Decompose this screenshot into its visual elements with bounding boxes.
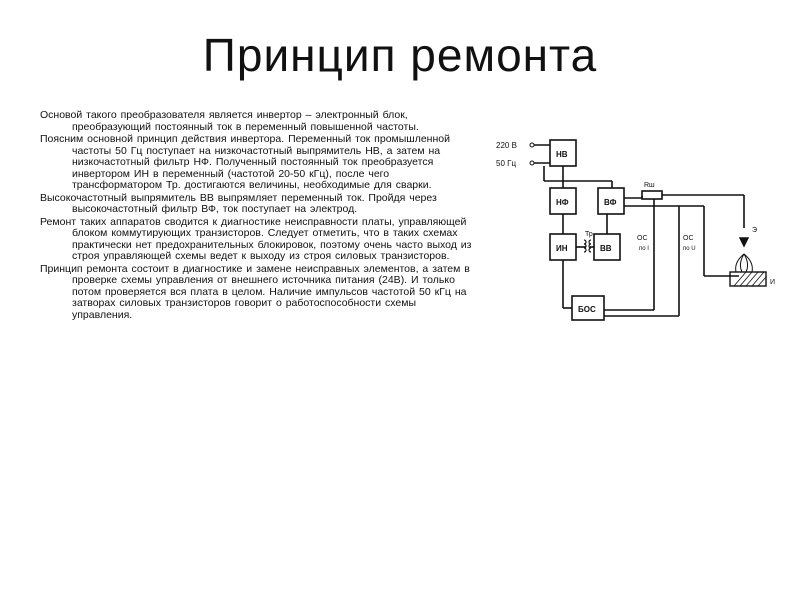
label-vf: ВФ <box>604 198 617 207</box>
label-electrode: Э <box>752 227 758 234</box>
label-oc-u-sub: по U <box>683 246 696 252</box>
label-220: 220 В <box>496 141 517 150</box>
shunt-resistor <box>642 191 662 199</box>
inverter-block-diagram <box>494 136 784 328</box>
label-vv: ВВ <box>600 244 612 253</box>
label-tr: Тр <box>585 231 593 238</box>
label-oc-i-sub: по I <box>639 246 649 252</box>
paragraph-hf-rectifier: Высокочастотный выпрямитель ВВ выпрямляет переменный ток. Пройдя через высокочастотный фильтр ВФ, ток поступает на электрод. <box>40 191 437 215</box>
label-50hz: 50 Гц <box>496 159 517 168</box>
label-nv: НВ <box>556 150 568 159</box>
paragraph-repair-principle: Принцип ремонта состоит в диагностике и замене неисправных элементов, а затем в проверке схемы управления от внешнего источника питания (24В). И только потом проверяется вся плата в целом. Наличие импульсов частотой 50 кГц на затворах силовых транзисторов говорит о работоспособности схемы управления. <box>40 262 470 321</box>
paragraph-inverter-basis: Основой такого преобразователя является инвертор – электронный блок, преобразующий постоянный ток в переменный повышенной частоты. <box>40 109 419 133</box>
paragraph-operating-principle: Поясним основной принцип действия инвертора. Переменный ток промышленной частоты 50 Гц поступает на низкочастотный выпрямитель НВ, а затем на низкочастотный фильтр НФ. Полученный постоянный ток преобразуется инвертором ИН в переменный (частотой 20-50 кГц), после чего трансформатором Тр. достигаются величины, необходимые для сварки. <box>40 133 450 191</box>
paragraph-repair-diagnostics: Ремонт таких аппаратов сводится к диагностике неисправности платы, управляющей блоком коммутирующих транзисторов. Следует отметить, что в таких схемах практически нет предохранительных блокировок, поэтому очень часто выход из строя управляющей схемы ведет к выходу из строя силовых транзисторов. <box>40 215 472 262</box>
label-bos: БОС <box>578 305 596 314</box>
label-nf: НФ <box>556 198 569 207</box>
page-title: Принцип ремонта <box>202 29 598 81</box>
transformer-icon <box>584 240 591 252</box>
label-oc-u: ОС <box>683 235 694 242</box>
label-in: ИН <box>556 244 568 253</box>
label-oc-i: ОС <box>637 235 648 242</box>
body-text <box>40 110 476 322</box>
label-product: И <box>770 279 776 286</box>
label-rsh: Rш <box>644 182 655 189</box>
